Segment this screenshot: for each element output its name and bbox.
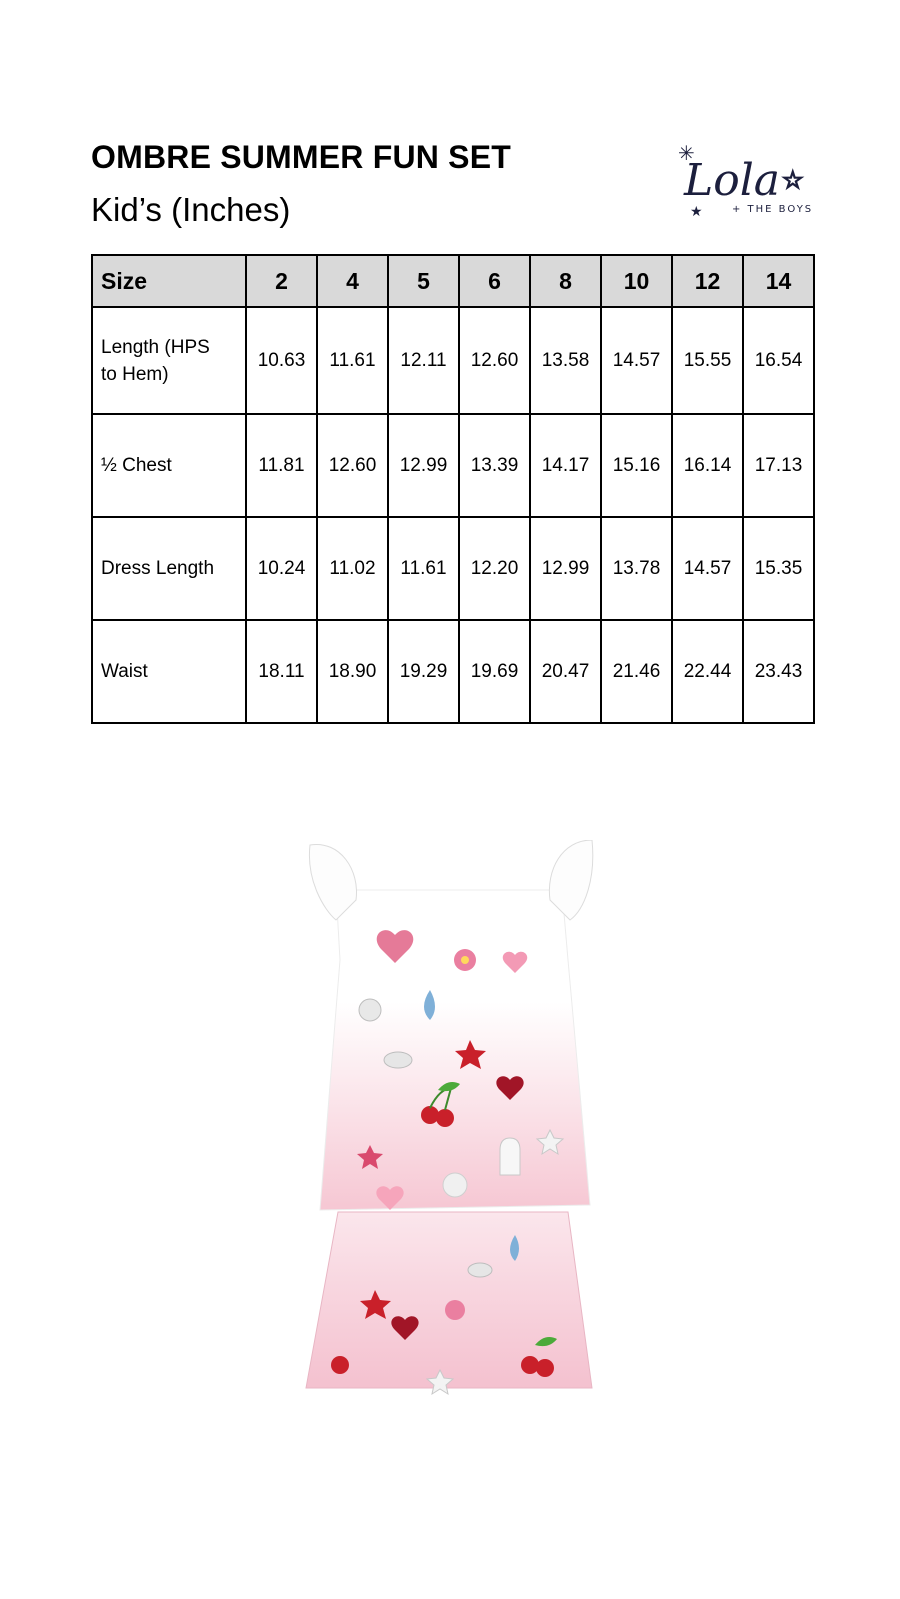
- size-header-cell: 12: [672, 255, 743, 307]
- measurement-cell: 16.14: [672, 414, 743, 517]
- measurement-cell: 17.13: [743, 414, 814, 517]
- logo-wordmark: Lola: [684, 155, 781, 206]
- brand-logo: [676, 140, 826, 225]
- table-row: [92, 414, 814, 517]
- measurement-label: ½ Chest: [92, 414, 246, 517]
- measurement-cell: 19.69: [459, 620, 530, 723]
- logo-tagline: + THE BOYS: [732, 204, 814, 215]
- measurement-cell: 18.90: [317, 620, 388, 723]
- measurement-cell: 10.24: [246, 517, 317, 620]
- measurement-cell: 13.78: [601, 517, 672, 620]
- product-photo: [300, 840, 620, 1430]
- measurement-cell: 13.39: [459, 414, 530, 517]
- measurement-cell: 19.29: [388, 620, 459, 723]
- tank-top: [320, 890, 590, 1210]
- small-star-icon: ★: [690, 204, 703, 220]
- size-header-cell: 4: [317, 255, 388, 307]
- measurement-cell: 11.81: [246, 414, 317, 517]
- table-row: [92, 307, 814, 414]
- measurement-label: Waist: [92, 620, 246, 723]
- size-chart-table: [91, 254, 815, 724]
- measurement-cell: 10.63: [246, 307, 317, 414]
- measurement-label: Dress Length: [92, 517, 246, 620]
- measurement-label: Length (HPS to Hem): [92, 307, 246, 414]
- size-header-cell: 6: [459, 255, 530, 307]
- measurement-cell: 14.57: [672, 517, 743, 620]
- star-icon: ☆: [782, 166, 804, 194]
- measurement-cell: 15.35: [743, 517, 814, 620]
- measurement-cell: 23.43: [743, 620, 814, 723]
- table-row: [92, 517, 814, 620]
- measurement-cell: 12.60: [459, 307, 530, 414]
- product-title: OMBRE SUMMER FUN SET: [91, 139, 511, 175]
- measurement-cell: 11.61: [388, 517, 459, 620]
- measurement-cell: 12.20: [459, 517, 530, 620]
- size-header-cell: 14: [743, 255, 814, 307]
- size-header-cell: 2: [246, 255, 317, 307]
- size-header-cell: 8: [530, 255, 601, 307]
- sparkle-icon: ✳: [678, 141, 695, 165]
- measurement-cell: 16.54: [743, 307, 814, 414]
- measurement-cell: 14.17: [530, 414, 601, 517]
- measurement-cell: 22.44: [672, 620, 743, 723]
- measurement-cell: 20.47: [530, 620, 601, 723]
- size-header-cell: 5: [388, 255, 459, 307]
- measurement-cell: 15.55: [672, 307, 743, 414]
- size-header-row: [92, 255, 814, 307]
- measurement-cell: 12.99: [530, 517, 601, 620]
- size-unit-subtitle: Kid’s (Inches): [91, 191, 291, 228]
- measurement-cell: 11.02: [317, 517, 388, 620]
- measurement-cell: 11.61: [317, 307, 388, 414]
- measurement-cell: 18.11: [246, 620, 317, 723]
- measurement-cell: 12.11: [388, 307, 459, 414]
- size-header-cell: 10: [601, 255, 672, 307]
- measurement-cell: 12.99: [388, 414, 459, 517]
- measurement-cell: 14.57: [601, 307, 672, 414]
- measurement-cell: 21.46: [601, 620, 672, 723]
- size-header-label: Size: [92, 255, 246, 307]
- table-row: [92, 620, 814, 723]
- measurement-cell: 15.16: [601, 414, 672, 517]
- measurement-cell: 12.60: [317, 414, 388, 517]
- measurement-cell: 13.58: [530, 307, 601, 414]
